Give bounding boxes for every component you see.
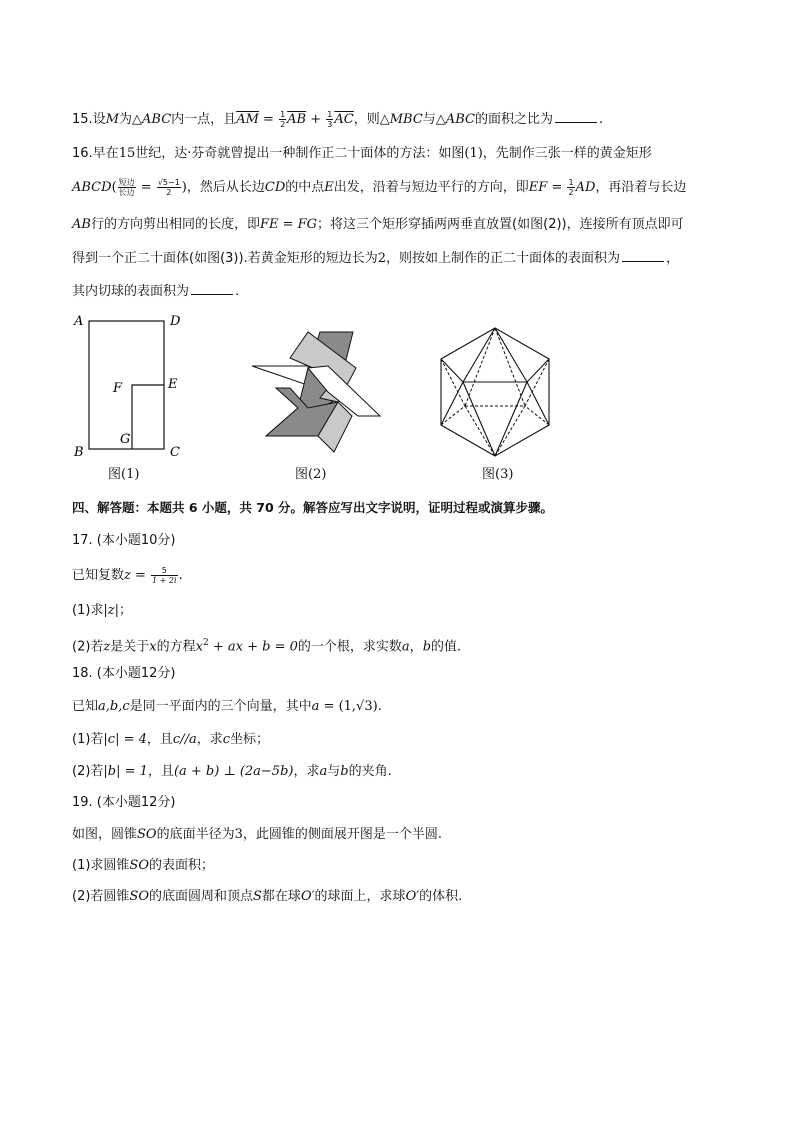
- question-15: 15.设M为△ABC内一点，且$\overline{AM}$ = $\frac{1}{2}$ $\overline{AB}$ + $\frac{1}{3}$ $\overline{AC}$，则△MBC与△ABC的面积之比为 .: [72, 110, 604, 129]
- question-16-line-5: 其内切球的表面积为 .: [72, 284, 240, 299]
- label-c: C: [170, 445, 180, 460]
- label-a: A: [74, 314, 84, 329]
- answer-blank[interactable]: [622, 249, 664, 262]
- question-17-part-2: (2)若z是关于x的方程$x^2$ + ax + b = 0的一个根，求实数a，b的值.: [72, 638, 462, 655]
- question-19-part-1: (1)求圆锥SO的表面积；: [72, 858, 215, 873]
- question-18-part-2: (2)若|b| = 1，且(a + b) ⊥ (2a−5b)，求a与b的夹角.: [72, 764, 392, 779]
- question-18-stem: 已知a,b,c是同一平面内的三个向量，其中a = (1,√3).: [72, 699, 382, 714]
- label-b: B: [74, 445, 84, 460]
- figure-3-caption: 图(3): [482, 467, 514, 482]
- question-16-line-3: AB行的方向剪出相同的长度，即FE = FG；将这三个矩形穿插两两垂直放置(如图(2))，连接所有顶点即可: [72, 217, 684, 232]
- question-17-part-1: (1)求|z|；: [72, 603, 133, 618]
- figure-3-icosahedron: [437, 326, 555, 460]
- section-heading: 四、解答题：本题共 6 小题，共 70 分。解答应写出文字说明，证明过程或演算步骤。: [72, 500, 554, 515]
- answer-blank[interactable]: [191, 282, 233, 295]
- question-18-heading: 18. (本小题12分): [72, 666, 176, 681]
- label-e: E: [168, 377, 178, 392]
- label-g: G: [120, 432, 131, 447]
- label-d: D: [170, 314, 181, 329]
- question-16-line-1: 16.早在15世纪，达·芬奇就曾提出一种制作正二十面体的方法：如图(1)，先制作三张一样的黄金矩形: [72, 146, 652, 161]
- figure-1-caption: 图(1): [108, 467, 140, 482]
- question-19-stem: 如图，圆锥SO的底面半径为3，此圆锥的侧面展开图是一个半圆.: [72, 827, 443, 842]
- icosahedron-outline: [441, 328, 549, 456]
- answer-blank[interactable]: [555, 110, 597, 123]
- question-19-part-2: (2)若圆锥SO的底面圆周和顶点S都在球O′的球面上，求球O′的体积.: [72, 889, 463, 904]
- question-17-heading: 17. (本小题10分): [72, 533, 176, 548]
- figure-1-golden-rectangle: [70, 310, 190, 460]
- cut-lines-ef-fg: [132, 385, 164, 449]
- figure-2-interlocked-rectangles: [248, 328, 384, 456]
- label-f: F: [113, 381, 123, 396]
- figure-2-caption: 图(2): [295, 467, 327, 482]
- question-16-line-2: ABCD( $\frac{\text{短边}}{\text{长边}}$ = $\frac{√5-1}{2}$ )，然后从长边CD的中点E出发，沿着与短边平行的方向，即EF = $\frac{1}{2}$ AD，再沿着与长边: [72, 178, 687, 197]
- question-19-heading: 19. (本小题12分): [72, 795, 176, 810]
- question-18-part-1: (1)若|c| = 4，且c//a，求c坐标；: [72, 732, 270, 747]
- question-17-stem: 已知复数z = $\frac{5}{1 + 2i}$ .: [72, 566, 183, 585]
- question-16-line-4: 得到一个正二十面体(如图(3)).若黄金矩形的短边长为2，则按如上制作的正二十面体的表面积为 ，: [72, 251, 680, 266]
